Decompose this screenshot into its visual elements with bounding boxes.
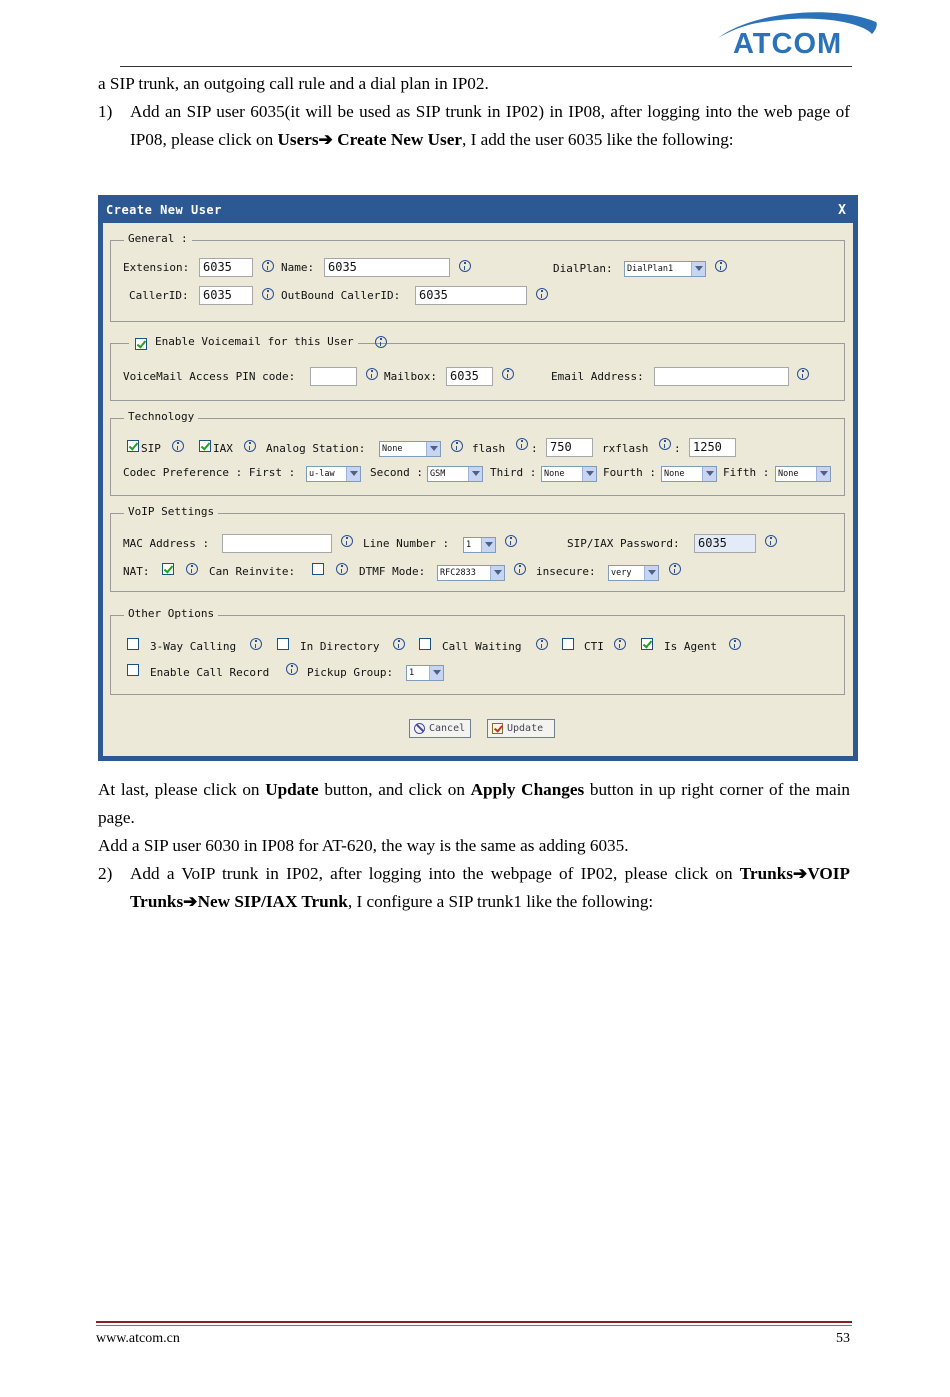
voicemail-legend: Enable Voicemail for this User [129, 335, 358, 348]
codec-second-label: Second : [370, 466, 423, 479]
info-icon[interactable] [336, 563, 348, 575]
sip-checkbox[interactable] [127, 440, 139, 452]
info-icon[interactable] [729, 638, 741, 650]
voicemail-section [110, 335, 845, 401]
info-icon[interactable] [516, 438, 528, 450]
info-icon[interactable] [172, 440, 184, 452]
info-icon[interactable] [536, 638, 548, 650]
update-icon [492, 723, 503, 734]
nat-checkbox[interactable] [162, 563, 174, 575]
extension-input[interactable]: 6035 [199, 258, 253, 277]
flash-input[interactable]: 750 [546, 438, 593, 457]
iax-checkbox[interactable] [199, 440, 211, 452]
info-icon[interactable] [186, 563, 198, 575]
footer-rule-thin [96, 1325, 852, 1326]
codec-fifth-select[interactable]: None [775, 466, 831, 482]
insecure-select[interactable]: very [608, 565, 659, 581]
email-label: Email Address: [551, 370, 644, 383]
info-icon[interactable] [459, 260, 471, 272]
add-user-paragraph: Add a SIP user 6030 in IP08 for AT-620, the way is the same as adding 6035. [98, 836, 629, 855]
dtmf-mode-label: DTMF Mode: [359, 565, 426, 578]
flash-colon: : [531, 442, 538, 455]
footer-rule [96, 1321, 852, 1323]
analog-station-label: Analog Station: [266, 442, 366, 455]
outbound-callerid-input[interactable]: 6035 [415, 286, 527, 305]
chevron-down-icon [702, 467, 716, 481]
analog-station-select[interactable]: None [379, 441, 441, 457]
window-title: Create New User [106, 203, 222, 217]
chevron-down-icon [429, 666, 443, 680]
info-icon[interactable] [765, 535, 777, 547]
chevron-down-icon [582, 467, 596, 481]
call-waiting-label: Call Waiting [442, 640, 522, 653]
info-icon[interactable] [366, 368, 378, 380]
sip-label: SIP [141, 442, 161, 455]
cancel-icon [414, 723, 425, 734]
sip-iax-password-label: SIP/IAX Password: [567, 537, 680, 550]
info-icon[interactable] [375, 336, 387, 348]
info-icon[interactable] [451, 440, 463, 452]
three-way-calling-label: 3-Way Calling [150, 640, 237, 653]
info-icon[interactable] [341, 535, 353, 547]
sip-iax-password-input[interactable]: 6035 [694, 534, 756, 553]
callerid-label: CallerID: [129, 289, 189, 302]
is-agent-label: Is Agent [664, 640, 717, 653]
info-icon[interactable] [614, 638, 626, 650]
in-directory-checkbox[interactable] [277, 638, 289, 650]
call-waiting-checkbox[interactable] [419, 638, 431, 650]
technology-legend: Technology [124, 410, 198, 423]
chevron-down-icon [481, 538, 495, 552]
nat-label: NAT: [123, 565, 150, 578]
email-input[interactable] [654, 367, 789, 386]
other-options-section [110, 607, 845, 695]
info-icon[interactable] [244, 440, 256, 452]
info-icon[interactable] [262, 288, 274, 300]
in-directory-label: In Directory [300, 640, 380, 653]
callerid-input[interactable]: 6035 [199, 286, 253, 305]
intro-paragraph: a SIP trunk, an outgoing call rule and a dial plan in IP02. [98, 74, 489, 93]
voicemail-pin-label: VoiceMail Access PIN code: [123, 370, 296, 383]
list-item-1: Add an SIP user 6035(it will be used as SIP trunk in IP02) in IP08, after logging into the web page of IP08, please click on Users➔ Create New User, I add the user 6035 like the following: [130, 102, 850, 150]
atcom-logo: ATCOM [733, 28, 843, 60]
pickup-group-label: Pickup Group: [307, 666, 394, 679]
update-button[interactable]: Update [487, 719, 555, 738]
list-item-2: Add a VoIP trunk in IP02, after logging into the webpage of IP02, please click on Trunks➔VOIP Trunks➔New SIP/IAX Trunk, I configure a SIP trunk1 like the following: [130, 864, 850, 912]
voip-settings-section [110, 505, 845, 592]
info-icon[interactable] [286, 663, 298, 675]
enable-call-record-checkbox[interactable] [127, 664, 139, 676]
chevron-down-icon [426, 442, 440, 456]
mac-address-label: MAC Address : [123, 537, 210, 550]
info-icon[interactable] [262, 260, 274, 272]
cti-checkbox[interactable] [562, 638, 574, 650]
info-icon[interactable] [536, 288, 548, 300]
name-input[interactable]: 6035 [324, 258, 450, 277]
list-number-2: 2) [98, 864, 113, 883]
info-icon[interactable] [514, 563, 526, 575]
after-paragraph: At last, please click on Update button, and click on Apply Changes button in up right corner of the main page. [98, 780, 850, 828]
chevron-down-icon [644, 566, 658, 580]
can-reinvite-label: Can Reinvite: [209, 565, 296, 578]
is-agent-checkbox[interactable] [641, 638, 653, 650]
rxflash-colon: : [674, 442, 681, 455]
line-number-label: Line Number : [363, 537, 450, 550]
codec-preference-label: Codec Preference : First : [123, 466, 296, 479]
mailbox-label: Mailbox: [384, 370, 437, 383]
codec-fourth-label: Fourth : [603, 466, 656, 479]
general-legend: General : [124, 232, 192, 245]
rxflash-input[interactable]: 1250 [689, 438, 736, 457]
insecure-label: insecure: [536, 565, 596, 578]
voip-settings-legend: VoIP Settings [124, 505, 218, 518]
flash-label: flash [472, 442, 506, 455]
chevron-down-icon [490, 566, 504, 580]
info-icon[interactable] [502, 368, 514, 380]
dtmf-mode-select[interactable]: RFC2833 [437, 565, 505, 581]
cti-label: CTI [584, 640, 604, 653]
info-icon[interactable] [797, 368, 809, 380]
name-label: Name: [281, 261, 315, 274]
mac-address-input[interactable] [222, 534, 332, 553]
dialplan-label: DialPlan: [553, 262, 613, 275]
info-icon[interactable] [505, 535, 517, 547]
chevron-down-icon [468, 467, 482, 481]
window-body [103, 223, 853, 756]
info-icon[interactable] [659, 438, 671, 450]
info-icon[interactable] [715, 260, 727, 272]
three-way-calling-checkbox[interactable] [127, 638, 139, 650]
enable-voicemail-checkbox[interactable] [135, 338, 147, 350]
list-number-1: 1) [98, 102, 113, 121]
chevron-down-icon [346, 467, 360, 481]
technology-section [110, 410, 845, 496]
voicemail-pin-input[interactable] [310, 367, 357, 386]
chevron-down-icon [691, 262, 705, 276]
can-reinvite-checkbox[interactable] [312, 563, 324, 575]
codec-fourth-select[interactable]: None [661, 466, 717, 482]
other-options-legend: Other Options [124, 607, 218, 620]
mailbox-input[interactable]: 6035 [446, 367, 493, 386]
codec-first-select[interactable]: u-law [306, 466, 361, 482]
chevron-down-icon [816, 467, 830, 481]
extension-label: Extension: [123, 261, 190, 274]
iax-label: IAX [213, 442, 233, 455]
create-new-user-window [98, 195, 858, 761]
info-icon[interactable] [393, 638, 405, 650]
pickup-group-select[interactable]: 1 [406, 665, 444, 681]
codec-third-select[interactable]: None [541, 466, 597, 482]
info-icon[interactable] [669, 563, 681, 575]
rxflash-label: rxflash [602, 442, 649, 455]
cancel-button[interactable]: Cancel [409, 719, 471, 738]
dialplan-select[interactable]: DialPlan1 [624, 261, 706, 277]
info-icon[interactable] [250, 638, 262, 650]
enable-call-record-label: Enable Call Record [150, 666, 270, 679]
header-rule [120, 66, 852, 67]
codec-third-label: Third : [490, 466, 537, 479]
page-number: 53 [836, 1331, 850, 1346]
codec-fifth-label: Fifth : [723, 466, 770, 479]
footer-url: www.atcom.cn [96, 1331, 180, 1346]
line-number-select[interactable]: 1 [463, 537, 496, 553]
close-icon[interactable]: X [838, 203, 846, 218]
general-section [110, 232, 845, 322]
outbound-callerid-label: OutBound CallerID: [281, 289, 401, 302]
codec-second-select[interactable]: GSM [427, 466, 483, 482]
